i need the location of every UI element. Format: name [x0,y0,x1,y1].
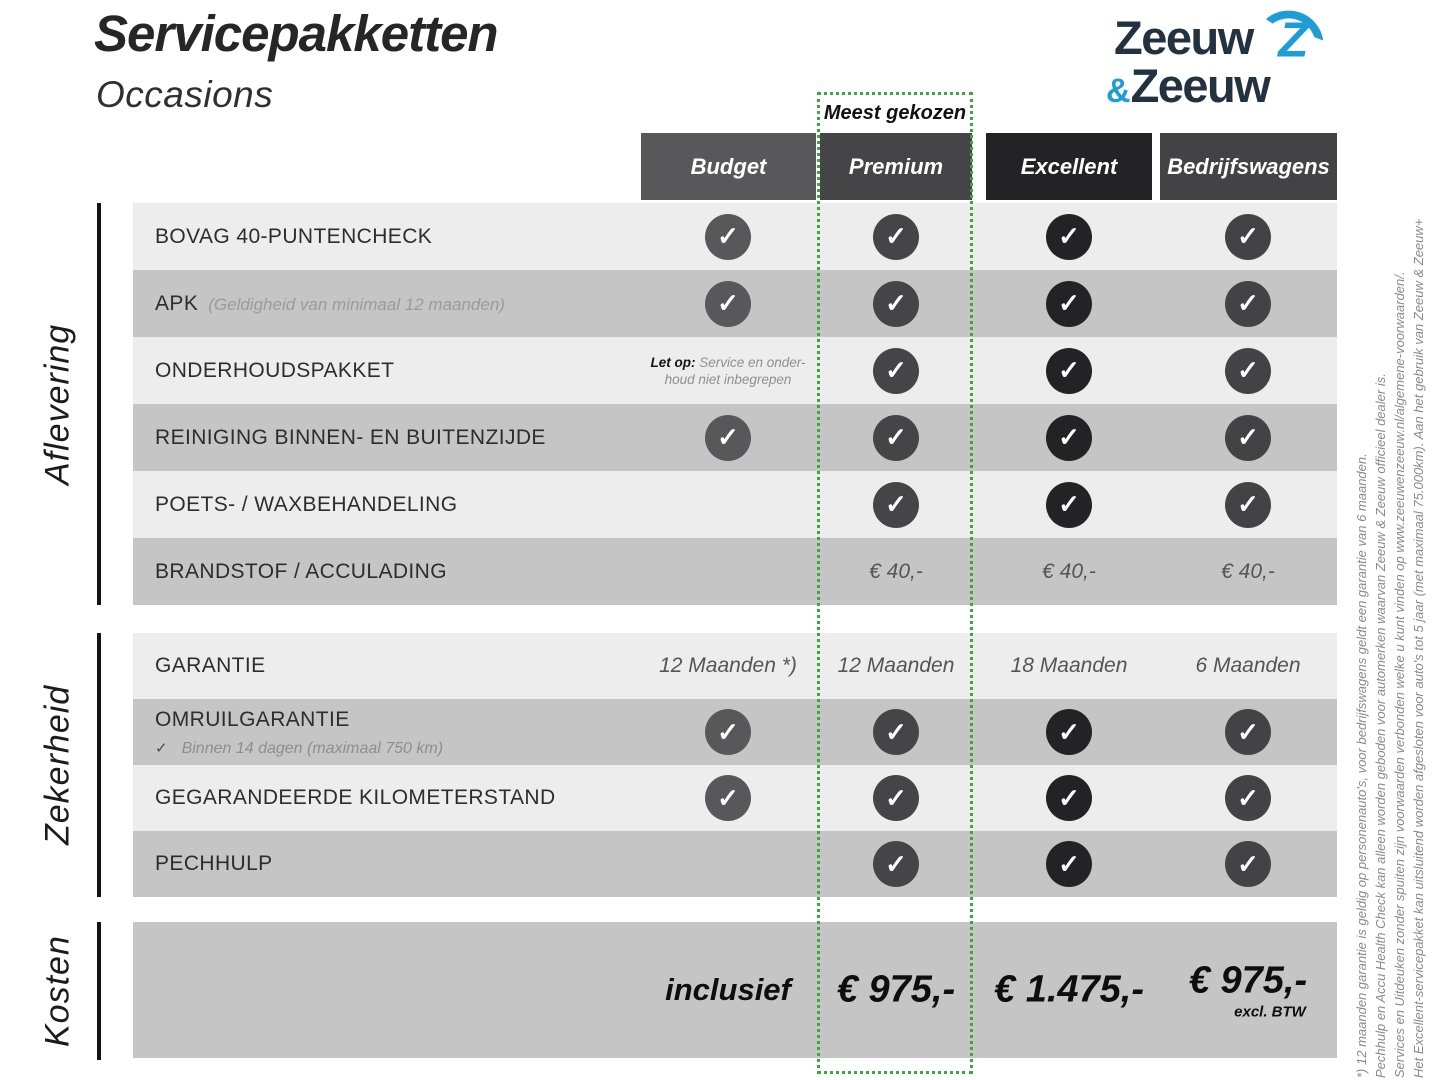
kosten-value [1189,960,1307,1021]
cell-premium [873,482,919,528]
kosten-btw-note: excl. BTW [1234,1003,1306,1021]
cell-premium [873,841,919,887]
cell-budget [705,214,751,260]
cell-bedrijfswagens [1225,281,1271,327]
cell-excellent [1046,348,1092,394]
cell-excellent [1046,482,1092,528]
disclaimer-line: Het Excellent-servicepakket kan uitsluitend worden afgesloten voor auto's tot 5 jaar (met maximaal 75.000km). Aan het gebruik van Zeeuw & Zeeuw+ [1411,218,1426,1078]
table-row [133,633,1337,699]
cell-premium [873,775,919,821]
check-icon: ✓ [1046,348,1092,394]
cell-budget [628,354,828,388]
cell-premium [873,214,919,260]
check-icon: ✓ [1225,348,1271,394]
cell-value: 18 Maanden [1010,654,1128,677]
row-label: ONDERHOUDSPAKKET [155,358,395,382]
kosten-value-text: € 975,- [1188,959,1308,1002]
logo-word-2-text: Zeeuw [1130,59,1270,112]
check-icon: ✓ [873,348,919,394]
cell-value: 6 Maanden [1195,654,1301,677]
check-icon: ✓ [705,214,751,260]
row-label: OMRUILGARANTIE [155,708,350,731]
table-row [133,831,1337,897]
cell-excellent [1046,415,1092,461]
let-op-note: Let op: Service en onder- houd niet inbegrepen [650,354,806,387]
cell-bedrijfswagens [1225,214,1271,260]
row-label: BRANDSTOF / ACCULADING [155,559,447,583]
row-label: GARANTIE [155,654,266,677]
cell-budget [705,775,751,821]
cell-excellent [1042,560,1096,584]
logo-word-2 [1106,58,1269,113]
check-icon: ✓ [1046,775,1092,821]
check-icon: ✓ [1225,482,1271,528]
cell-value: € 40,- [1221,559,1275,583]
kosten-value-text: inclusief [665,972,791,1007]
kosten-value [665,972,791,1008]
section-label-kosten: Kosten [38,935,77,1047]
cell-value: 12 Maanden *) [659,654,797,677]
section-label-zekerheid: Zekerheid [38,684,77,846]
check-icon: ✓ [705,709,751,755]
cell-premium [873,709,919,755]
row-label: APK (Geldigheid van minimaal 12 maanden) [155,291,505,315]
cell-budget [705,415,751,461]
check-icon: ✓ [1225,709,1271,755]
kosten-value-text: € 975,- [836,968,956,1011]
table-row [133,270,1337,337]
table-row [133,203,1337,270]
check-icon: ✓ [1225,281,1271,327]
package-header-label: Budget [690,153,767,179]
cell-budget [705,281,751,327]
package-header-budget [641,133,816,200]
logo-word-1: Zeeuw [1114,11,1253,64]
check-icon: ✓ [1046,482,1092,528]
cell-bedrijfswagens [1225,415,1271,461]
table-row [133,765,1337,831]
cell-premium [838,654,955,678]
row-label: POETS- / WAXBEHANDELING [155,492,458,516]
cell-excellent [1046,775,1092,821]
zeeuw-zeeuw-logo [1106,8,1346,126]
check-icon: ✓ [1225,415,1271,461]
table-row [133,337,1337,404]
cell-premium [873,348,919,394]
check-icon: ✓ [705,775,751,821]
svg-text:Z: Z [1278,12,1309,68]
most-chosen-label: Meest gekozen [823,102,967,124]
row-label: BOVAG 40-PUNTENCHECK [155,224,433,248]
cell-budget [659,654,797,678]
cell-excellent [1046,214,1092,260]
cell-bedrijfswagens [1225,709,1271,755]
check-icon: ✓ [1046,214,1092,260]
check-icon: ✓ [1225,214,1271,260]
row-label: GEGARANDEERDE KILOMETERSTAND [155,786,556,809]
package-header-label: Excellent [1020,153,1118,179]
cell-bedrijfswagens [1225,841,1271,887]
check-icon: ✓ [1046,841,1092,887]
disclaimer-line: *) 12 maanden garantie is geldig op personenauto's, voor bedrijfswagens geldt een garantie van 6 maanden. [1354,453,1369,1078]
check-icon: ✓ [1225,841,1271,887]
cell-bedrijfswagens [1225,775,1271,821]
cell-excellent [1011,654,1128,678]
row-sub-note: ✓ Binnen 14 dagen (maximaal 750 km) [155,740,444,757]
table-row [133,699,1337,765]
section-divider-line [97,633,101,897]
cell-value: € 40,- [869,559,923,583]
table-row [133,538,1337,605]
row-label: REINIGING BINNEN- EN BUITENZIJDE [155,425,546,449]
cell-bedrijfswagens [1225,348,1271,394]
cell-excellent [1046,709,1092,755]
check-icon: ✓ [873,214,919,260]
page-title: Servicepakketten [94,5,498,62]
kosten-value-text: € 1.475,- [994,968,1144,1011]
cell-premium [873,415,919,461]
check-icon: ✓ [1046,709,1092,755]
cell-value: € 40,- [1042,559,1096,583]
check-icon: ✓ [1046,415,1092,461]
legal-disclaimer [1352,128,1428,1078]
check-icon: ✓ [1225,775,1271,821]
check-icon: ✓ [705,281,751,327]
package-header-bedrijfswagens [1160,133,1337,200]
table-row [133,471,1337,538]
cell-premium [869,560,923,584]
kosten-value [837,969,955,1012]
cell-bedrijfswagens [1221,560,1275,584]
cell-bedrijfswagens [1225,482,1271,528]
cell-premium [873,281,919,327]
check-icon: ✓ [873,281,919,327]
cell-value: 12 Maanden [837,654,955,677]
package-header-premium [820,133,972,200]
kosten-value [994,969,1144,1012]
row-label: PECHHULP [155,852,273,875]
table-row [133,404,1337,471]
package-header-excellent [986,133,1152,200]
row-label-group [155,708,443,758]
row-label-note: (Geldigheid van minimaal 12 maanden) [208,294,505,314]
cell-budget [705,709,751,755]
cell-excellent [1046,281,1092,327]
package-header-label: Bedrijfswagens [1167,153,1330,179]
check-icon: ✓ [873,415,919,461]
check-icon: ✓ [705,415,751,461]
disclaimer-line: Services en Uitdeuken zonder spuiten zijn voorwaarden verbonden welke u kunt vinden op www.zeeuwenzeeuw.nl/algemene-voorwaarden/. [1392,271,1407,1078]
kosten-band [133,922,1337,1058]
check-icon: ✓ [873,709,919,755]
section-divider-line [97,203,101,605]
section-label-aflevering: Aflevering [38,323,77,485]
package-header-label: Premium [848,153,944,179]
logo-ampersand: & [1106,72,1131,110]
small-check-icon: ✓ [155,740,168,757]
disclaimer-line: Pechhulp en Accu Health Check kan alleen worden geboden voor automerken waarvan Zeeuw & Zeeuw officieel dealer is. [1373,373,1388,1078]
cell-excellent [1046,841,1092,887]
check-icon: ✓ [873,775,919,821]
section-divider-line [97,922,101,1060]
check-icon: ✓ [873,841,919,887]
cell-bedrijfswagens [1195,654,1300,678]
check-icon: ✓ [873,482,919,528]
page-subtitle: Occasions [96,74,274,115]
check-icon: ✓ [1046,281,1092,327]
